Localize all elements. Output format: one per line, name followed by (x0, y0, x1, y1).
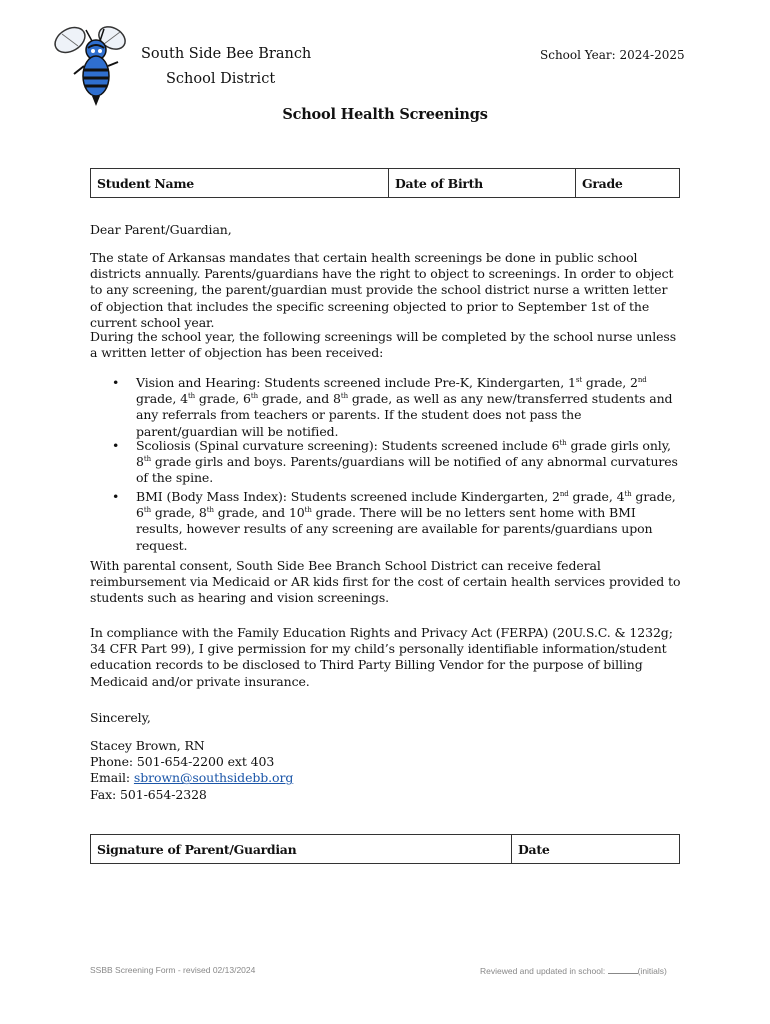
signature-date-label: Date (518, 841, 550, 857)
footer-revision: SSBB Screening Form - revised 02/13/2024 (90, 965, 256, 975)
letter-salutation: Dear Parent/Guardian, (90, 222, 232, 237)
student-name-field[interactable] (91, 169, 389, 198)
letter-paragraph-3: With parental consent, South Side Bee Branch School District can receive federal reimbursement via Medicaid or AR kids first for the cost of certain health services provided to students such as hearing and vision screenings. (90, 558, 681, 606)
signature-table (90, 834, 680, 864)
list-item: • BMI (Body Mass Index): Students screened include Kindergarten, 2nd grade, 4th grade, 6th grade, 8th grade, and 10th grade. There will be no letters sent home with BMI results, however results of any screening are available for parents/guardians upon request. (112, 489, 676, 553)
nurse-fax: Fax: 501-654-2328 (90, 786, 207, 802)
date-of-birth-field[interactable] (389, 169, 576, 198)
letter-closing: Sincerely, (90, 710, 151, 725)
school-year: School Year: 2024-2025 (540, 48, 685, 62)
letter-paragraph-1: The state of Arkansas mandates that certain health screenings be done in public school districts annually. Parents/guardians have the right to object to screenings. In order to object to any screening, the parent/guardian must provide the school district nurse a written letter of objection that includes the specific screening objected to prior to September 1st of the current school year. (90, 250, 674, 330)
list-item: • Scoliosis (Spinal curvature screening): Students screened include 6th grade girls only, 8th grade girls and boys. Parents/guardians will be notified of any abnormal curvatures of the spine. (112, 438, 678, 486)
nurse-name: Stacey Brown, RN (90, 738, 205, 753)
screening-list-3 (90, 489, 682, 554)
nurse-contact-block (90, 738, 682, 803)
parent-signature-field[interactable] (91, 835, 512, 864)
grade-field[interactable] (576, 169, 680, 198)
signature-label: Signature of Parent/Guardian (97, 841, 297, 857)
letter-paragraph-4: In compliance with the Family Education Rights and Privacy Act (FERPA) (20U.S.C. & 1232g; 34 CFR Part 99), I give permission for my child’s personally identifiable information/student education records to be disclosed to Third Party Billing Vendor for the purpose of billing Medicaid and/or private insurance. (90, 625, 673, 689)
grade-label: Grade (582, 175, 623, 191)
nurse-email-line: Email: sbrown@southsidebb.org (90, 770, 294, 786)
list-item: • Vision and Hearing: Students screened include Pre-K, Kindergarten, 1st grade, 2nd grade, 4th grade, 6th grade, and 8th grade, as well as any new/transferred students and any referrals from teachers or parents. If the student does not pass the parent/guardian will be notified. (112, 375, 673, 439)
district-name-line1: South Side Bee Branch (141, 46, 312, 62)
letter-paragraph-2: During the school year, the following screenings will be completed by the school nurse unless a written letter of objection has been received: (90, 329, 677, 361)
footer-review: Reviewed and updated in school: (initials) (480, 966, 667, 976)
page-title: School Health Screenings (282, 106, 488, 123)
signature-date-field[interactable] (512, 835, 680, 864)
student-name-label: Student Name (97, 175, 194, 191)
screening-list-2 (90, 438, 682, 487)
district-name-line2: School District (166, 71, 276, 87)
initials-blank[interactable] (608, 965, 638, 974)
date-of-birth-label: Date of Birth (395, 175, 483, 191)
student-info-table (90, 168, 680, 198)
bee-mascot-logo (52, 22, 130, 108)
nurse-phone: Phone: 501-654-2200 ext 403 (90, 754, 275, 770)
screening-list (90, 375, 682, 440)
nurse-email-link[interactable]: sbrown@southsidebb.org (133, 770, 294, 786)
